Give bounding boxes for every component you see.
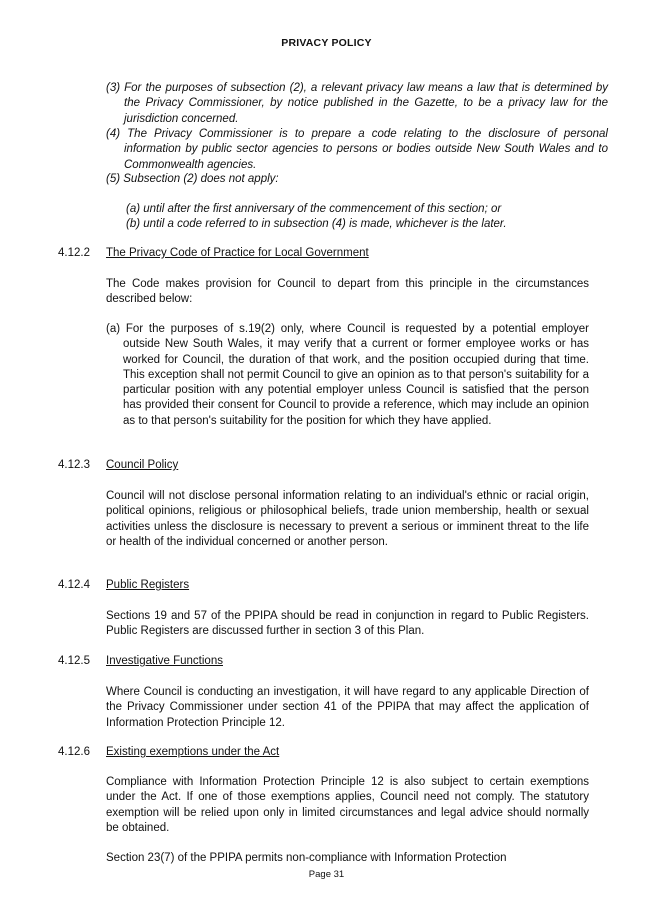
section-heading: Investigative Functions — [106, 655, 223, 667]
subsection-3: (3) For the purposes of subsection (2), a relevant privacy law means a law that is determined by the Privacy Commissioner, by notice published in the Gazette, to be a privacy law for the jurisdiction concerned. — [106, 82, 608, 125]
section-number: 4.12.5 — [58, 655, 90, 667]
page-number: Page 31 — [308, 869, 345, 880]
subsection-5-item-b: (b) until a code referred to in subsection (4) is made, whichever is the later. — [126, 218, 507, 230]
subsection-4: (4) The Privacy Commissioner is to prepare a code relating to the disclosure of personal information by public sector agencies to persons or bodies outside New South Wales and to Commonwealth agencies. — [106, 128, 608, 171]
section-number: 4.12.6 — [58, 746, 90, 758]
section-heading: Public Registers — [106, 579, 190, 591]
subsection-5: (5) Subsection (2) does not apply: — [106, 173, 279, 185]
section-paragraph: Council will not disclose personal information relating to an individual's ethnic or racial origin, political opinions, religious or philosophical beliefs, trade union membership, health or sexual activities unless the disclosure is necessary to prevent a serious or imminent threat to the life or health of the individual concerned or another person. — [106, 490, 589, 548]
section-number: 4.12.4 — [58, 579, 90, 591]
section-number: 4.12.2 — [58, 247, 90, 259]
section-heading: The Privacy Code of Practice for Local Government — [106, 247, 369, 259]
section-paragraph: Section 23(7) of the PPIPA permits non-compliance with Information Protection — [106, 852, 507, 864]
section-list-item: (a) For the purposes of s.19(2) only, where Council is requested by a potential employer outside New South Wales, it may verify that a current or former employee works or has worked for Council, the duration of that work, and the position occupied during that time. This exception shall not permit Council to give an opinion as to that person's suitability for a particular position with any potential employer unless Council is satisfied that the person has provided their consent for Council to provide a reference, which may include an opinion as to that person's suitability for the position for which they have applied. — [106, 323, 589, 427]
section-paragraph: Compliance with Information Protection Principle 12 is also subject to certain exemptions under the Act. If one of those exemptions applies, Council need not comply. The statutory exemption will be relied upon only in limited circumstances and legal advice should normally be obtained. — [106, 776, 589, 834]
section-paragraph: The Code makes provision for Council to depart from this principle in the circumstances described below: — [106, 278, 589, 306]
section-heading: Existing exemptions under the Act — [106, 746, 280, 758]
section-paragraph: Where Council is conducting an investigation, it will have regard to any applicable Direction of the Privacy Commissioner under section 41 of the PPIPA that may affect the application of Information Protection Principle 12. — [106, 686, 589, 729]
subsection-5-item-a: (a) until after the first anniversary of the commencement of this section; or — [126, 203, 502, 215]
page-title: PRIVACY POLICY — [281, 37, 372, 49]
section-paragraph: Sections 19 and 57 of the PPIPA should be read in conjunction in regard to Public Registers. Public Registers are discussed further in section 3 of this Plan. — [106, 610, 589, 638]
section-number: 4.12.3 — [58, 459, 90, 471]
section-heading: Council Policy — [106, 459, 179, 471]
